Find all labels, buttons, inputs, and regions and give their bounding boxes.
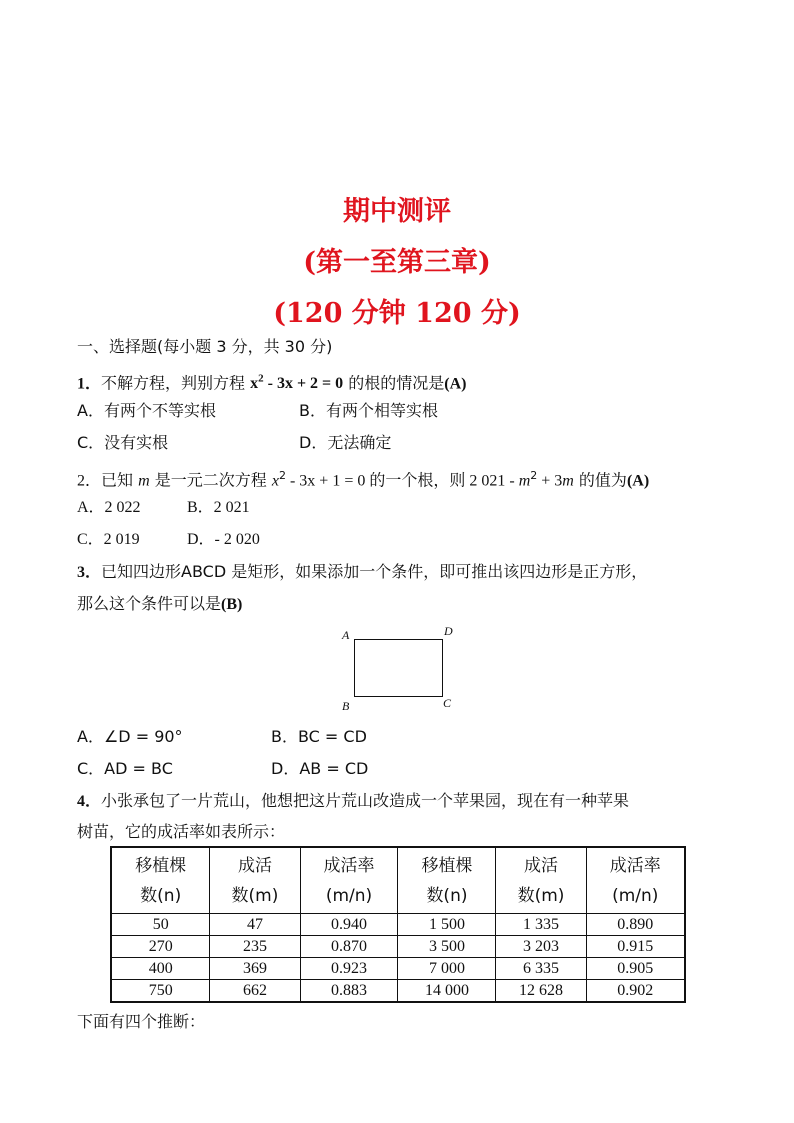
answer: (A) [444,375,467,393]
option-d: D．- 2 020 [187,531,260,548]
vertex-label-d: D [444,624,453,638]
table-cell: 12 628 [496,980,586,1003]
option-a: A．2 022 [77,499,141,516]
question-text: 小张承包了一片荒山，他想把这片荒山改造成一个苹果园，现在有一种苹果 [101,791,630,810]
question-number: 4． [77,793,102,810]
following-text: 下面有四个推断： [77,1012,206,1031]
table-cell: 0.940 [300,914,398,936]
vertex-label-b: B [342,699,350,713]
question-2: 2．已知 m 是一元二次方程 $x^2 - 3x + 1 = 0$ 的一个根，则 2 $021 - m^2 + 3m$ 的值为(A) [77,469,650,490]
column-header: 移植棵 数(n) [398,847,496,914]
question-3 [77,562,647,583]
table-cell: 662 [210,980,300,1003]
option-d: D．无法确定 [299,433,392,452]
question-text: 的根的情况是 [343,373,445,393]
table-cell: 0.883 [300,980,398,1003]
table-cell: 3 500 [398,936,496,958]
vertex-label-a: A [342,628,350,642]
question-1 [77,369,466,394]
table-row [111,958,685,980]
question-number: 3． [77,564,102,581]
table-cell: 750 [111,980,210,1003]
table-row [111,914,685,936]
page-title: 期中测评 [343,196,451,227]
table-cell: 270 [111,936,210,958]
column-header: 成活率 (m/n) [586,847,685,914]
table-cell: 1 335 [496,914,586,936]
option-b: B．BC = CD [271,727,367,746]
option-c: C．2 019 [77,531,140,548]
option-b: B．2 021 [187,499,250,516]
rectangle-figure [340,622,460,717]
page-subtitle: (第一至第三章) [303,247,491,278]
survival-rate-table [110,846,686,1003]
option-c: C．没有实根 [77,433,169,452]
option-b: B．有两个相等实根 [299,401,438,420]
question-4-line2: 树苗，它的成活率如表所示： [77,822,286,841]
option-d: D．AB = CD [271,759,369,778]
equation: $x^2 - 3x + 2 = 0$ [250,373,344,393]
question-3-line2: 那么这个条件可以是(B) [77,594,243,613]
time-score: (120 分钟 120 分) [273,298,521,329]
table-cell: 47 [210,914,300,936]
table-cell: 0.905 [586,958,685,980]
option-c: C．AD = BC [77,759,173,778]
option-a: A．∠D = 90° [77,727,183,746]
table-cell: 0.915 [586,936,685,958]
vertex-label-c: C [443,696,452,710]
question-4 [77,791,629,812]
table-cell: 0.902 [586,980,685,1003]
section-heading: 一、选择题(每小题 3 分，共 30 分) [77,337,333,356]
table-row [111,980,685,1003]
answer: (B) [221,596,243,613]
question-text: 不解方程，判别方程 [101,373,251,393]
question-number: 1． [77,375,102,393]
question-text: 已知四边形ABCD 是矩形，如果添加一个条件，即可推出该四边形是正方形， [101,562,648,581]
column-header: 成活率 (m/n) [300,847,398,914]
table-cell: 6 335 [496,958,586,980]
column-header: 移植棵 数(n) [111,847,210,914]
option-a: A．有两个不等实根 [77,401,216,420]
table-cell: 369 [210,958,300,980]
rectangle-abcd [354,639,443,697]
table-cell: 14 000 [398,980,496,1003]
table-cell: 0.870 [300,936,398,958]
question-number: 2． [77,472,102,490]
answer: (A) [626,472,650,490]
table-cell: 50 [111,914,210,936]
table-cell: 0.923 [300,958,398,980]
table-cell: 1 500 [398,914,496,936]
table-cell: 235 [210,936,300,958]
table-cell: 400 [111,958,210,980]
table-cell: 0.890 [586,914,685,936]
table-row [111,936,685,958]
table-header-row [111,847,685,914]
column-header: 成活 数(m) [496,847,586,914]
table-cell: 7 000 [398,958,496,980]
table-cell: 3 203 [496,936,586,958]
column-header: 成活 数(m) [210,847,300,914]
